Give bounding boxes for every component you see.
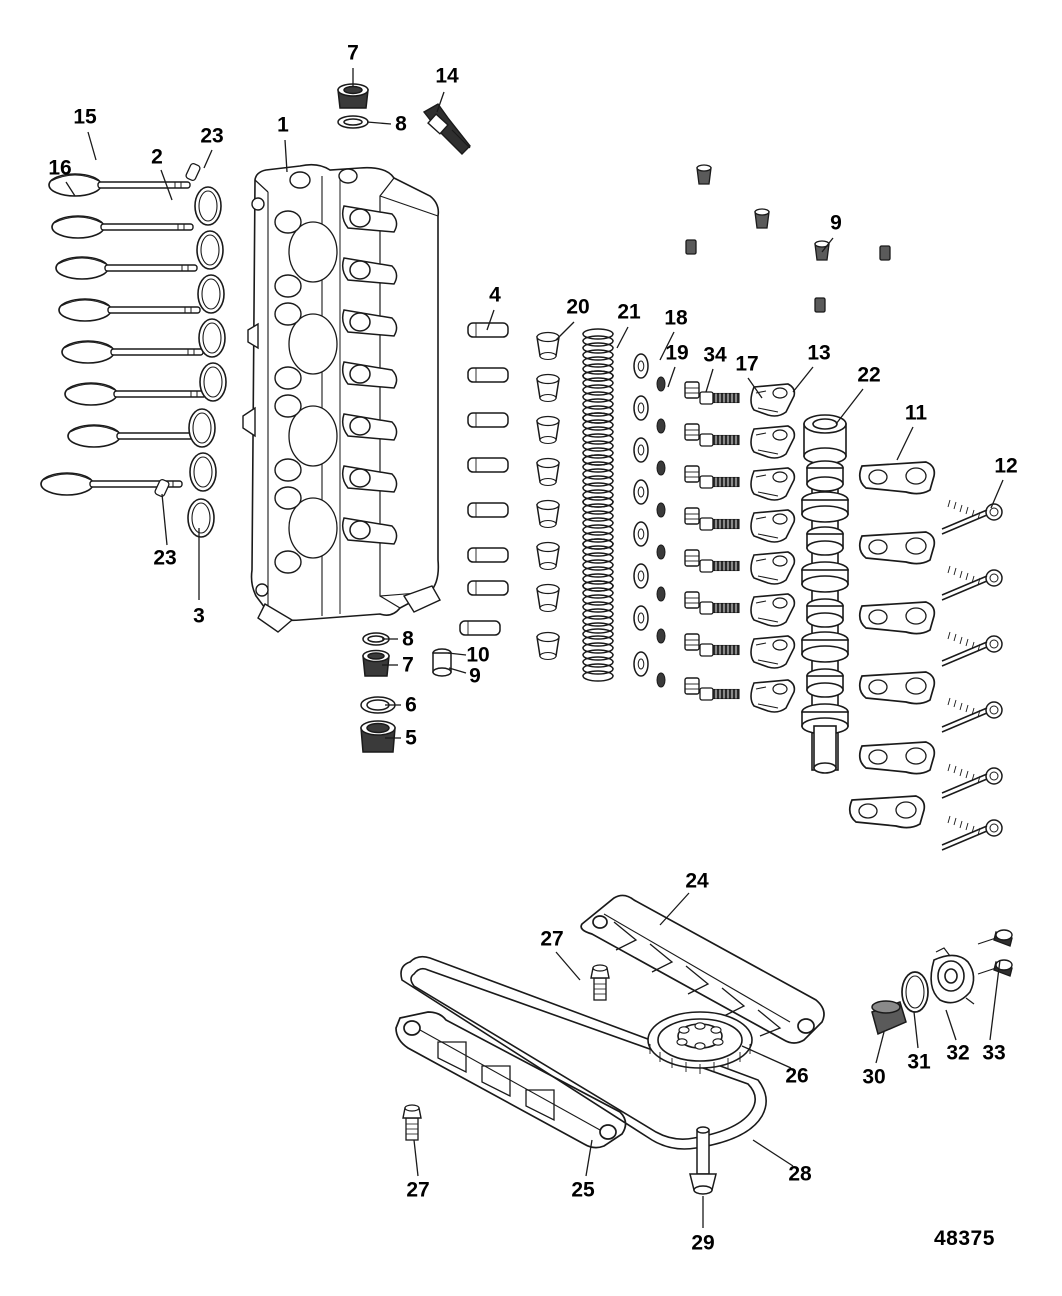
callout-number-21: 21	[617, 300, 641, 324]
callout-number-3: 3	[193, 604, 205, 628]
callout-number-33: 33	[982, 1041, 1006, 1065]
callout-number-7: 7	[402, 653, 414, 677]
callout-number-26: 26	[785, 1064, 809, 1088]
leader-line-11	[617, 327, 628, 348]
leader-line-20	[162, 494, 167, 545]
callout-number-10: 10	[466, 643, 490, 667]
callout-number-4: 4	[489, 283, 501, 307]
callout-number-20: 20	[566, 295, 590, 319]
figure-id: 48375	[934, 1227, 995, 1250]
callout-number-8: 8	[402, 627, 414, 651]
leader-line-28	[660, 893, 689, 925]
callout-number-23: 23	[200, 124, 224, 148]
callout-number-30: 30	[862, 1065, 886, 1089]
leader-line-17	[836, 389, 863, 424]
callout-number-31: 31	[907, 1050, 931, 1074]
callout-number-17: 17	[735, 352, 759, 376]
leader-line-3	[204, 150, 212, 168]
callout-number-6: 6	[405, 693, 417, 717]
callout-number-9: 9	[469, 664, 481, 688]
leader-line-16	[793, 367, 813, 392]
leader-line-13	[668, 367, 675, 387]
callout-number-7: 7	[347, 41, 359, 65]
callout-number-2: 2	[151, 145, 163, 169]
callout-number-28: 28	[788, 1162, 812, 1186]
callout-number-18: 18	[664, 306, 688, 330]
callout-number-34: 34	[703, 343, 727, 367]
leader-line-18	[897, 427, 913, 460]
leader-line-2	[88, 132, 96, 160]
leader-line-10	[556, 322, 574, 340]
callout-number-29: 29	[691, 1231, 715, 1255]
callout-number-23: 23	[153, 546, 177, 570]
leader-line-30	[990, 960, 1000, 1040]
callout-number-32: 32	[946, 1041, 970, 1065]
callout-number-27: 27	[406, 1178, 430, 1202]
callout-number-8: 8	[395, 112, 407, 136]
leader-line-35	[753, 1140, 793, 1166]
callout-number-25: 25	[571, 1178, 595, 1202]
callout-number-22: 22	[857, 363, 881, 387]
callout-number-12: 12	[994, 454, 1018, 478]
callout-number-19: 19	[665, 341, 689, 365]
leader-line-14	[706, 369, 713, 392]
callout-number-16: 16	[48, 156, 72, 180]
leader-line-29	[556, 952, 580, 980]
callout-number-11: 11	[904, 401, 928, 425]
leader-line-31	[742, 1046, 791, 1068]
leader-line-33	[914, 1012, 918, 1048]
callout-number-1: 1	[277, 113, 289, 137]
callout-number-24: 24	[685, 869, 709, 893]
leader-line-36	[414, 1140, 418, 1176]
callout-number-13: 13	[807, 341, 831, 365]
callout-number-5: 5	[405, 726, 417, 750]
callout-number-15: 15	[73, 105, 97, 129]
callout-number-27: 27	[540, 927, 564, 951]
leader-line-5	[367, 122, 391, 124]
callout-number-9: 9	[830, 211, 842, 235]
leader-line-32	[946, 1010, 956, 1040]
leader-line-34	[876, 1032, 884, 1063]
callout-number-14: 14	[435, 64, 459, 88]
